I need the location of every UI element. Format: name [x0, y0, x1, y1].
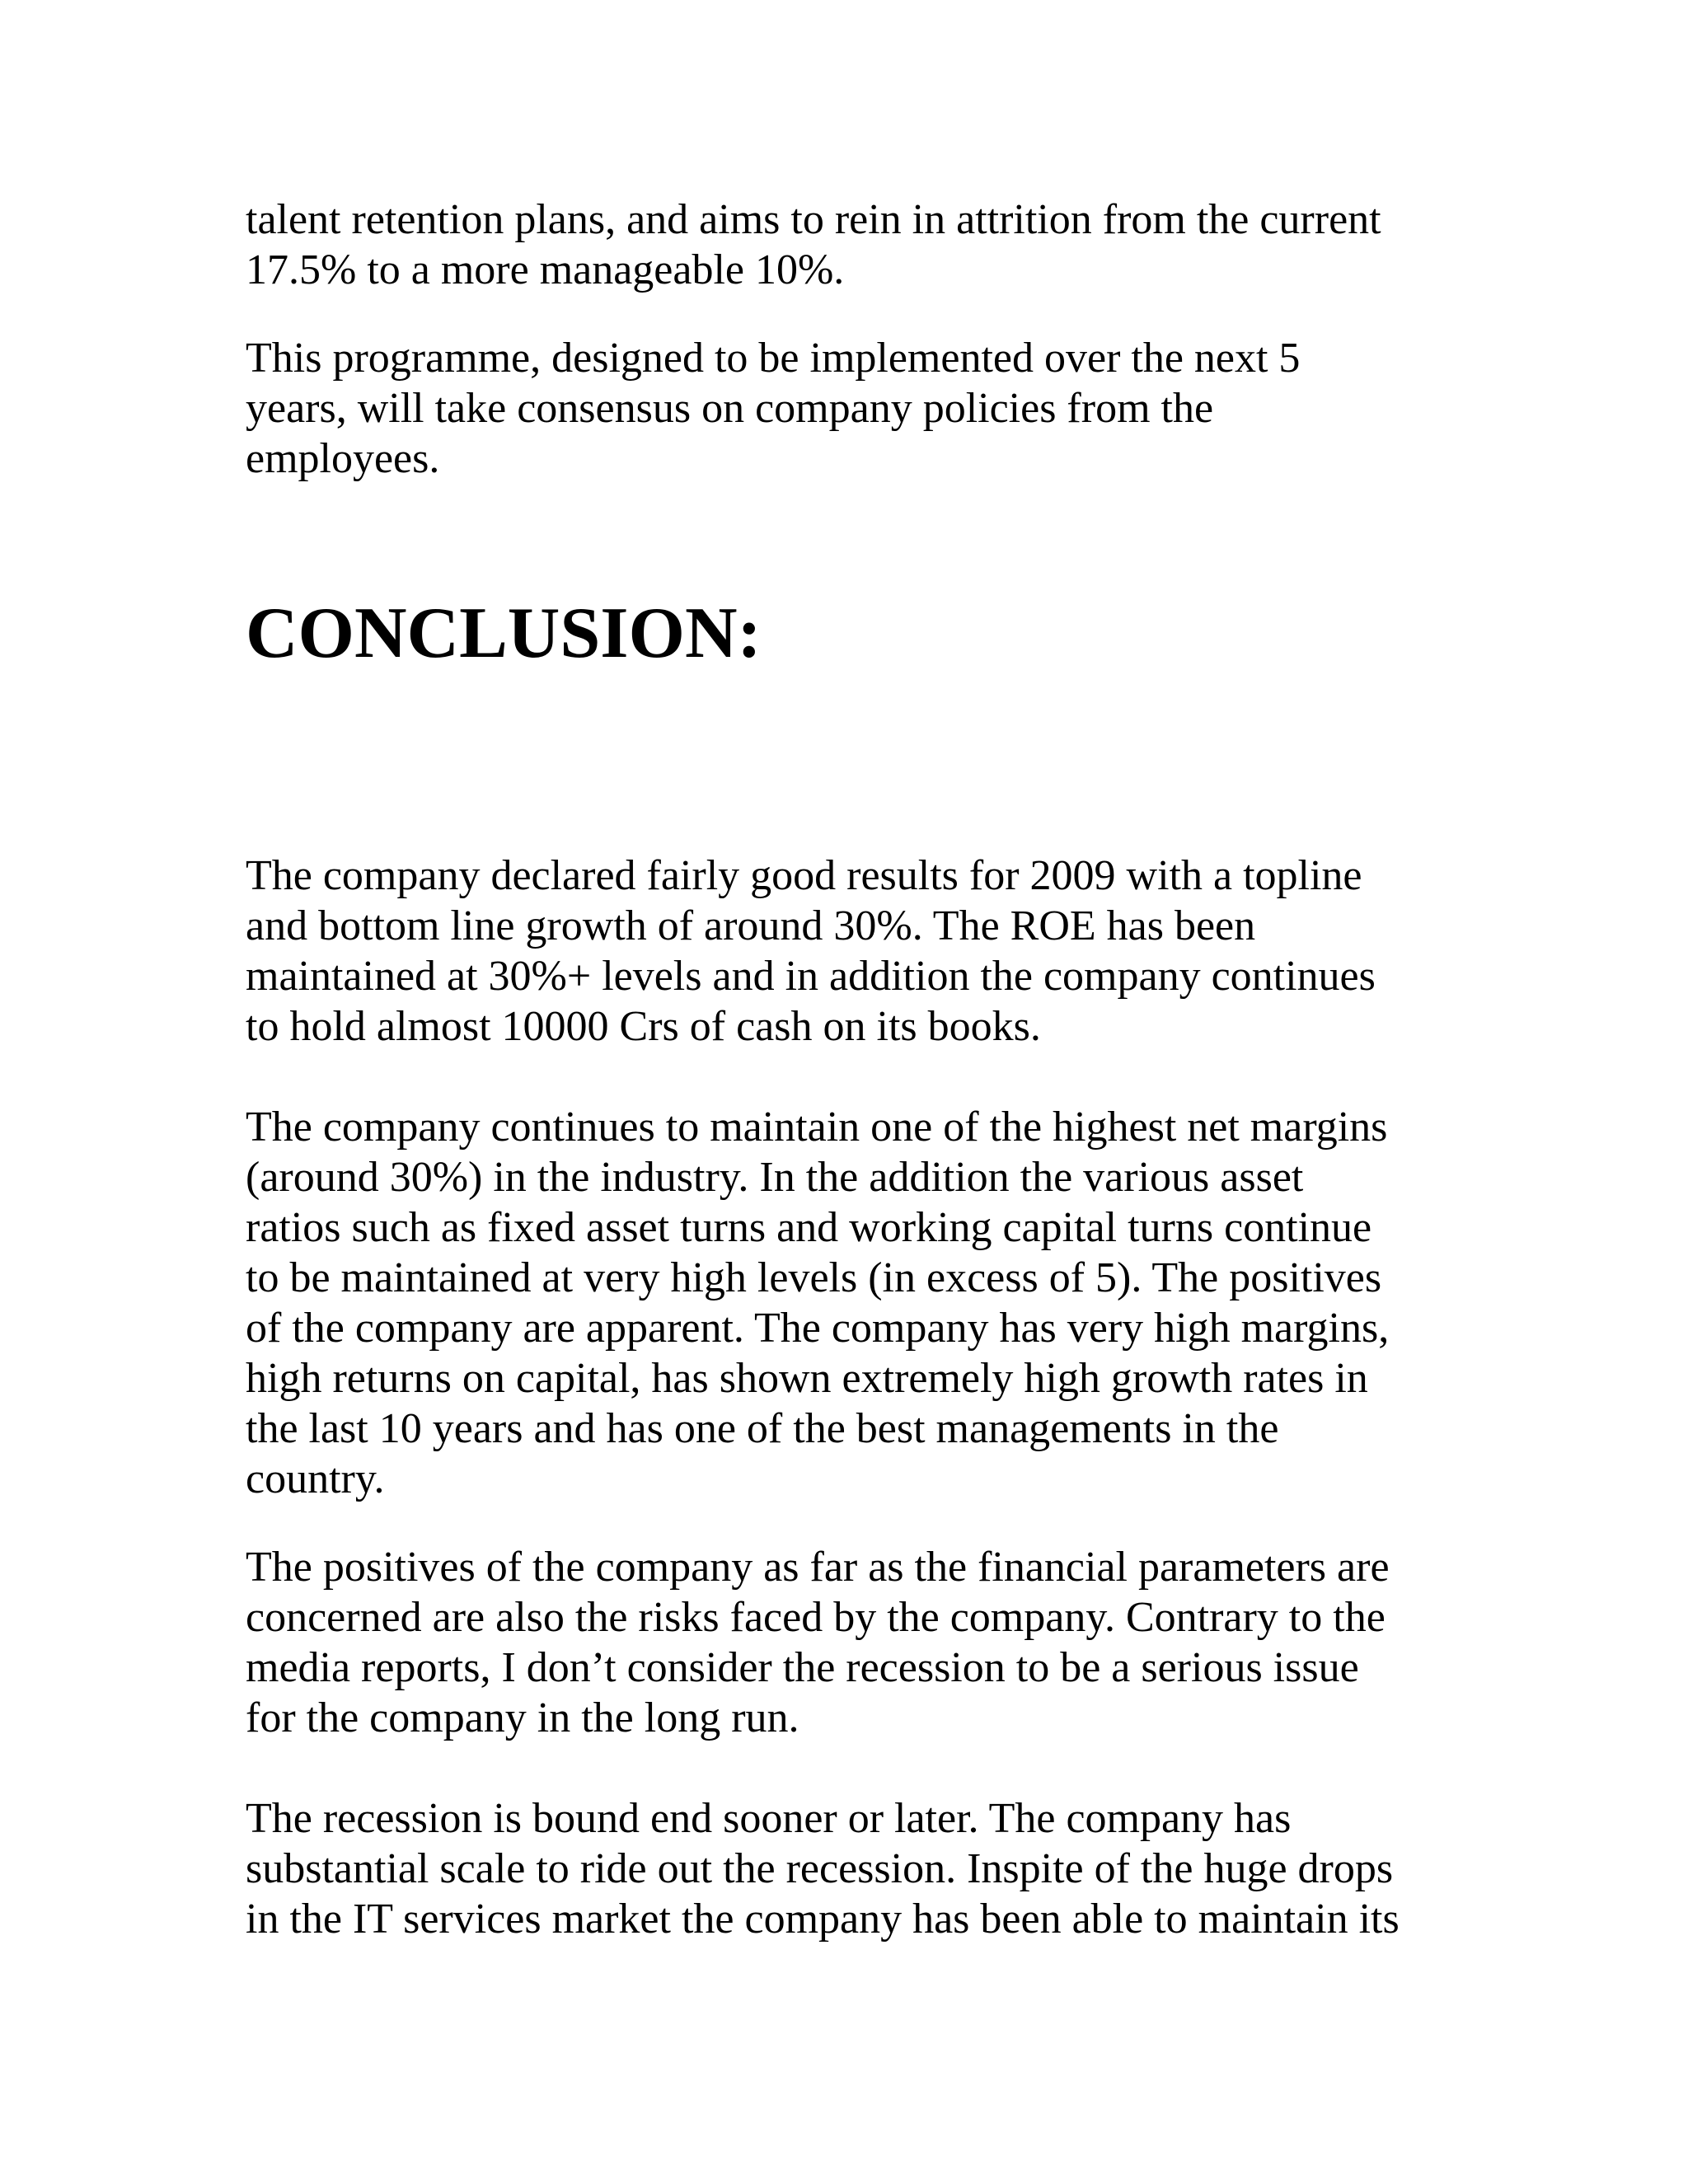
document-page — [246, 194, 1441, 1944]
text-line: high returns on capital, has shown extremely high growth rates in — [246, 1355, 1368, 1402]
text-line: the last 10 years and has one of the best managements in the — [246, 1405, 1279, 1452]
text-line: to be maintained at very high levels (in excess of 5). The positives — [246, 1254, 1382, 1301]
text-line: employees. — [246, 435, 440, 482]
text-line: The company declared fairly good results for 2009 with a topline — [246, 852, 1362, 899]
paragraph-attrition — [246, 194, 1441, 295]
text-line: The positives of the company as far as the financial parameters are — [246, 1544, 1390, 1591]
text-line: years, will take consensus on company policies from the — [246, 385, 1214, 432]
text-line: This programme, designed to be implemented over the next 5 — [246, 335, 1301, 382]
paragraph-programme — [246, 333, 1441, 484]
text-line: of the company are apparent. The company has very high margins, — [246, 1305, 1390, 1352]
paragraph-margins — [246, 1102, 1441, 1504]
text-line: (around 30%) in the industry. In the addition the various asset — [246, 1154, 1304, 1201]
text-line: maintained at 30%+ levels and in addition the company continues — [246, 953, 1376, 1000]
text-line: concerned are also the risks faced by the company. Contrary to the — [246, 1594, 1386, 1641]
text-line: to hold almost 10000 Crs of cash on its books. — [246, 1003, 1041, 1050]
text-line: substantial scale to ride out the recession. Inspite of the huge drops — [246, 1845, 1394, 1892]
text-line: The company continues to maintain one of the highest net margins — [246, 1104, 1388, 1151]
text-line: The recession is bound end sooner or later. The company has — [246, 1795, 1292, 1842]
text-line: country. — [246, 1455, 385, 1502]
paragraph-recession — [246, 1793, 1441, 1944]
text-line: in the IT services market the company has been able to maintain its — [246, 1896, 1400, 1943]
text-line: talent retention plans, and aims to rein in attrition from the current — [246, 196, 1381, 243]
section-heading-conclusion: CONCLUSION: — [246, 593, 762, 673]
text-line: media reports, I don’t consider the recession to be a serious issue — [246, 1644, 1359, 1691]
paragraph-results — [246, 851, 1441, 1052]
text-line: ratios such as fixed asset turns and working capital turns continue — [246, 1204, 1372, 1251]
paragraph-risks — [246, 1542, 1441, 1743]
text-line: 17.5% to a more manageable 10%. — [246, 246, 845, 293]
text-line: for the company in the long run. — [246, 1694, 799, 1741]
text-line: and bottom line growth of around 30%. The ROE has been — [246, 902, 1256, 949]
